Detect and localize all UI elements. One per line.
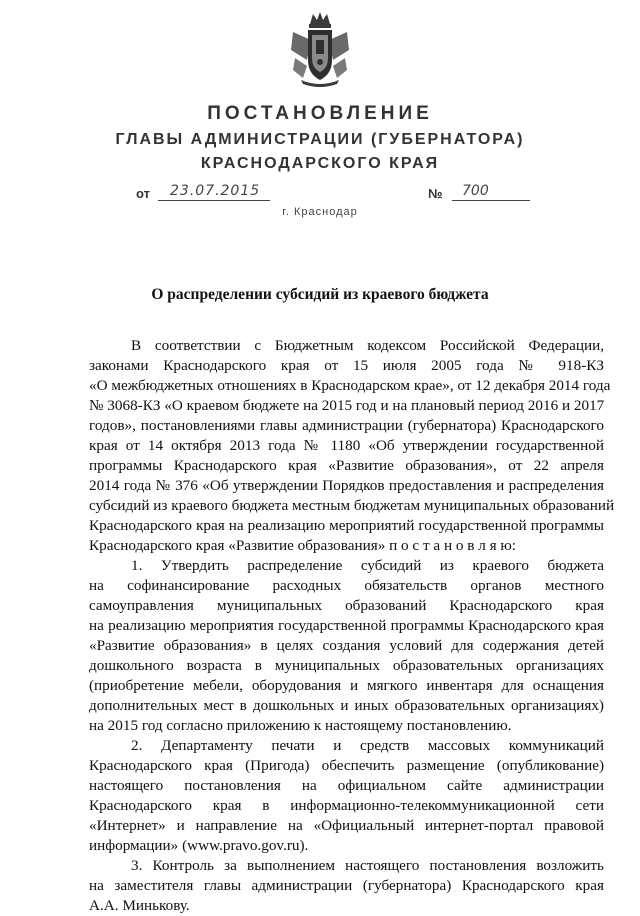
body-line: на реализацию мероприятия государственной программы Краснодарского края xyxy=(89,617,604,634)
body-line: Краснодарского края «Развитие образования» п о с т а н о в л я ю: xyxy=(89,537,516,554)
body-line: законами Краснодарского края от 15 июля 2005 года № 918-КЗ xyxy=(89,357,604,374)
body-line: 2014 года № 376 «Об утверждении Порядков предоставления и распределения xyxy=(89,477,604,494)
body-line: 1. Утвердить распределение субсидий из краевого бюджета xyxy=(131,557,604,574)
body-line: края от 14 октября 2013 года № 1180 «Об утверждении государственной xyxy=(89,437,604,454)
document-type-heading: ПОСТАНОВЛЕНИЕ xyxy=(207,103,433,124)
body-line: № 3068-КЗ «О краевом бюджете на 2015 год и на плановый период 2016 и 2017 xyxy=(89,397,605,414)
date-underline xyxy=(158,200,270,201)
body-line: Краснодарского края на реализацию мероприятий государственной программы xyxy=(89,517,604,534)
body-line: 3. Контроль за выполнением настоящего постановления возложить xyxy=(131,857,604,874)
body-line: 2. Департаменту печати и средств массовых коммуникаций xyxy=(131,737,604,754)
body-line: Краснодарского края (Пригода) обеспечить размещение (опубликование) xyxy=(89,757,604,774)
body-line: дошкольного возраста в муниципальных образовательных организациях xyxy=(89,657,604,674)
body-line: программы Краснодарского края «Развитие образования», от 22 апреля xyxy=(89,457,604,474)
body-line: на 2015 год согласно приложению к настоящему постановлению. xyxy=(89,717,512,734)
body-line: А.А. Минькову. xyxy=(89,897,190,914)
date-value: 23.07.2015 xyxy=(170,183,261,199)
region-heading: КРАСНОДАРСКОГО КРАЯ xyxy=(200,155,440,172)
number-value: 700 xyxy=(462,183,489,199)
body-line: самоуправления муниципальных образований Краснодарского края xyxy=(89,597,604,614)
body-line: В соответствии с Бюджетным кодексом Российской Федерации, xyxy=(131,337,604,354)
body-line: «О межбюджетных отношениях в Краснодарском крае», от 12 декабря 2014 года xyxy=(89,377,611,394)
document-title: О распределении субсидий из краевого бюджета xyxy=(151,286,489,303)
body-line: (приобретение мебели, оборудования и мягкого инвентаря для оснащения xyxy=(89,677,604,694)
body-line: на заместителя главы администрации (губернатора) Краснодарского края xyxy=(89,877,604,894)
body-line: Краснодарского края в информационно-телекоммуникационной сети xyxy=(89,797,604,814)
number-label: № xyxy=(428,186,443,201)
body-line: субсидий из краевого бюджета местным бюджетам муниципальных образований xyxy=(89,497,615,514)
city-label: г. Краснодар xyxy=(282,206,358,218)
date-label: от xyxy=(136,186,150,201)
body-line: настоящего постановления на официальном сайте администрации xyxy=(89,777,604,794)
body-line: «Интернет» и направление на «Официальный интернет-портал правовой xyxy=(89,817,604,834)
body-line: на софинансирование расходных обязательств органов местного xyxy=(89,577,604,594)
body-line: годов», постановлениями главы администрации (губернатора) Краснодарского xyxy=(89,417,604,434)
body-line: информации» (www.pravo.gov.ru). xyxy=(89,837,309,854)
body-line: «Развитие образования» в целях создания условий для содержания детей xyxy=(89,637,604,654)
number-underline xyxy=(452,200,530,201)
issuer-heading: ГЛАВЫ АДМИНИСТРАЦИИ (ГУБЕРНАТОРА) xyxy=(115,131,525,148)
coat-of-arms-icon xyxy=(289,10,351,90)
body-line: дополнительных мест в дошкольных и иных образовательных организациях) xyxy=(89,697,604,714)
